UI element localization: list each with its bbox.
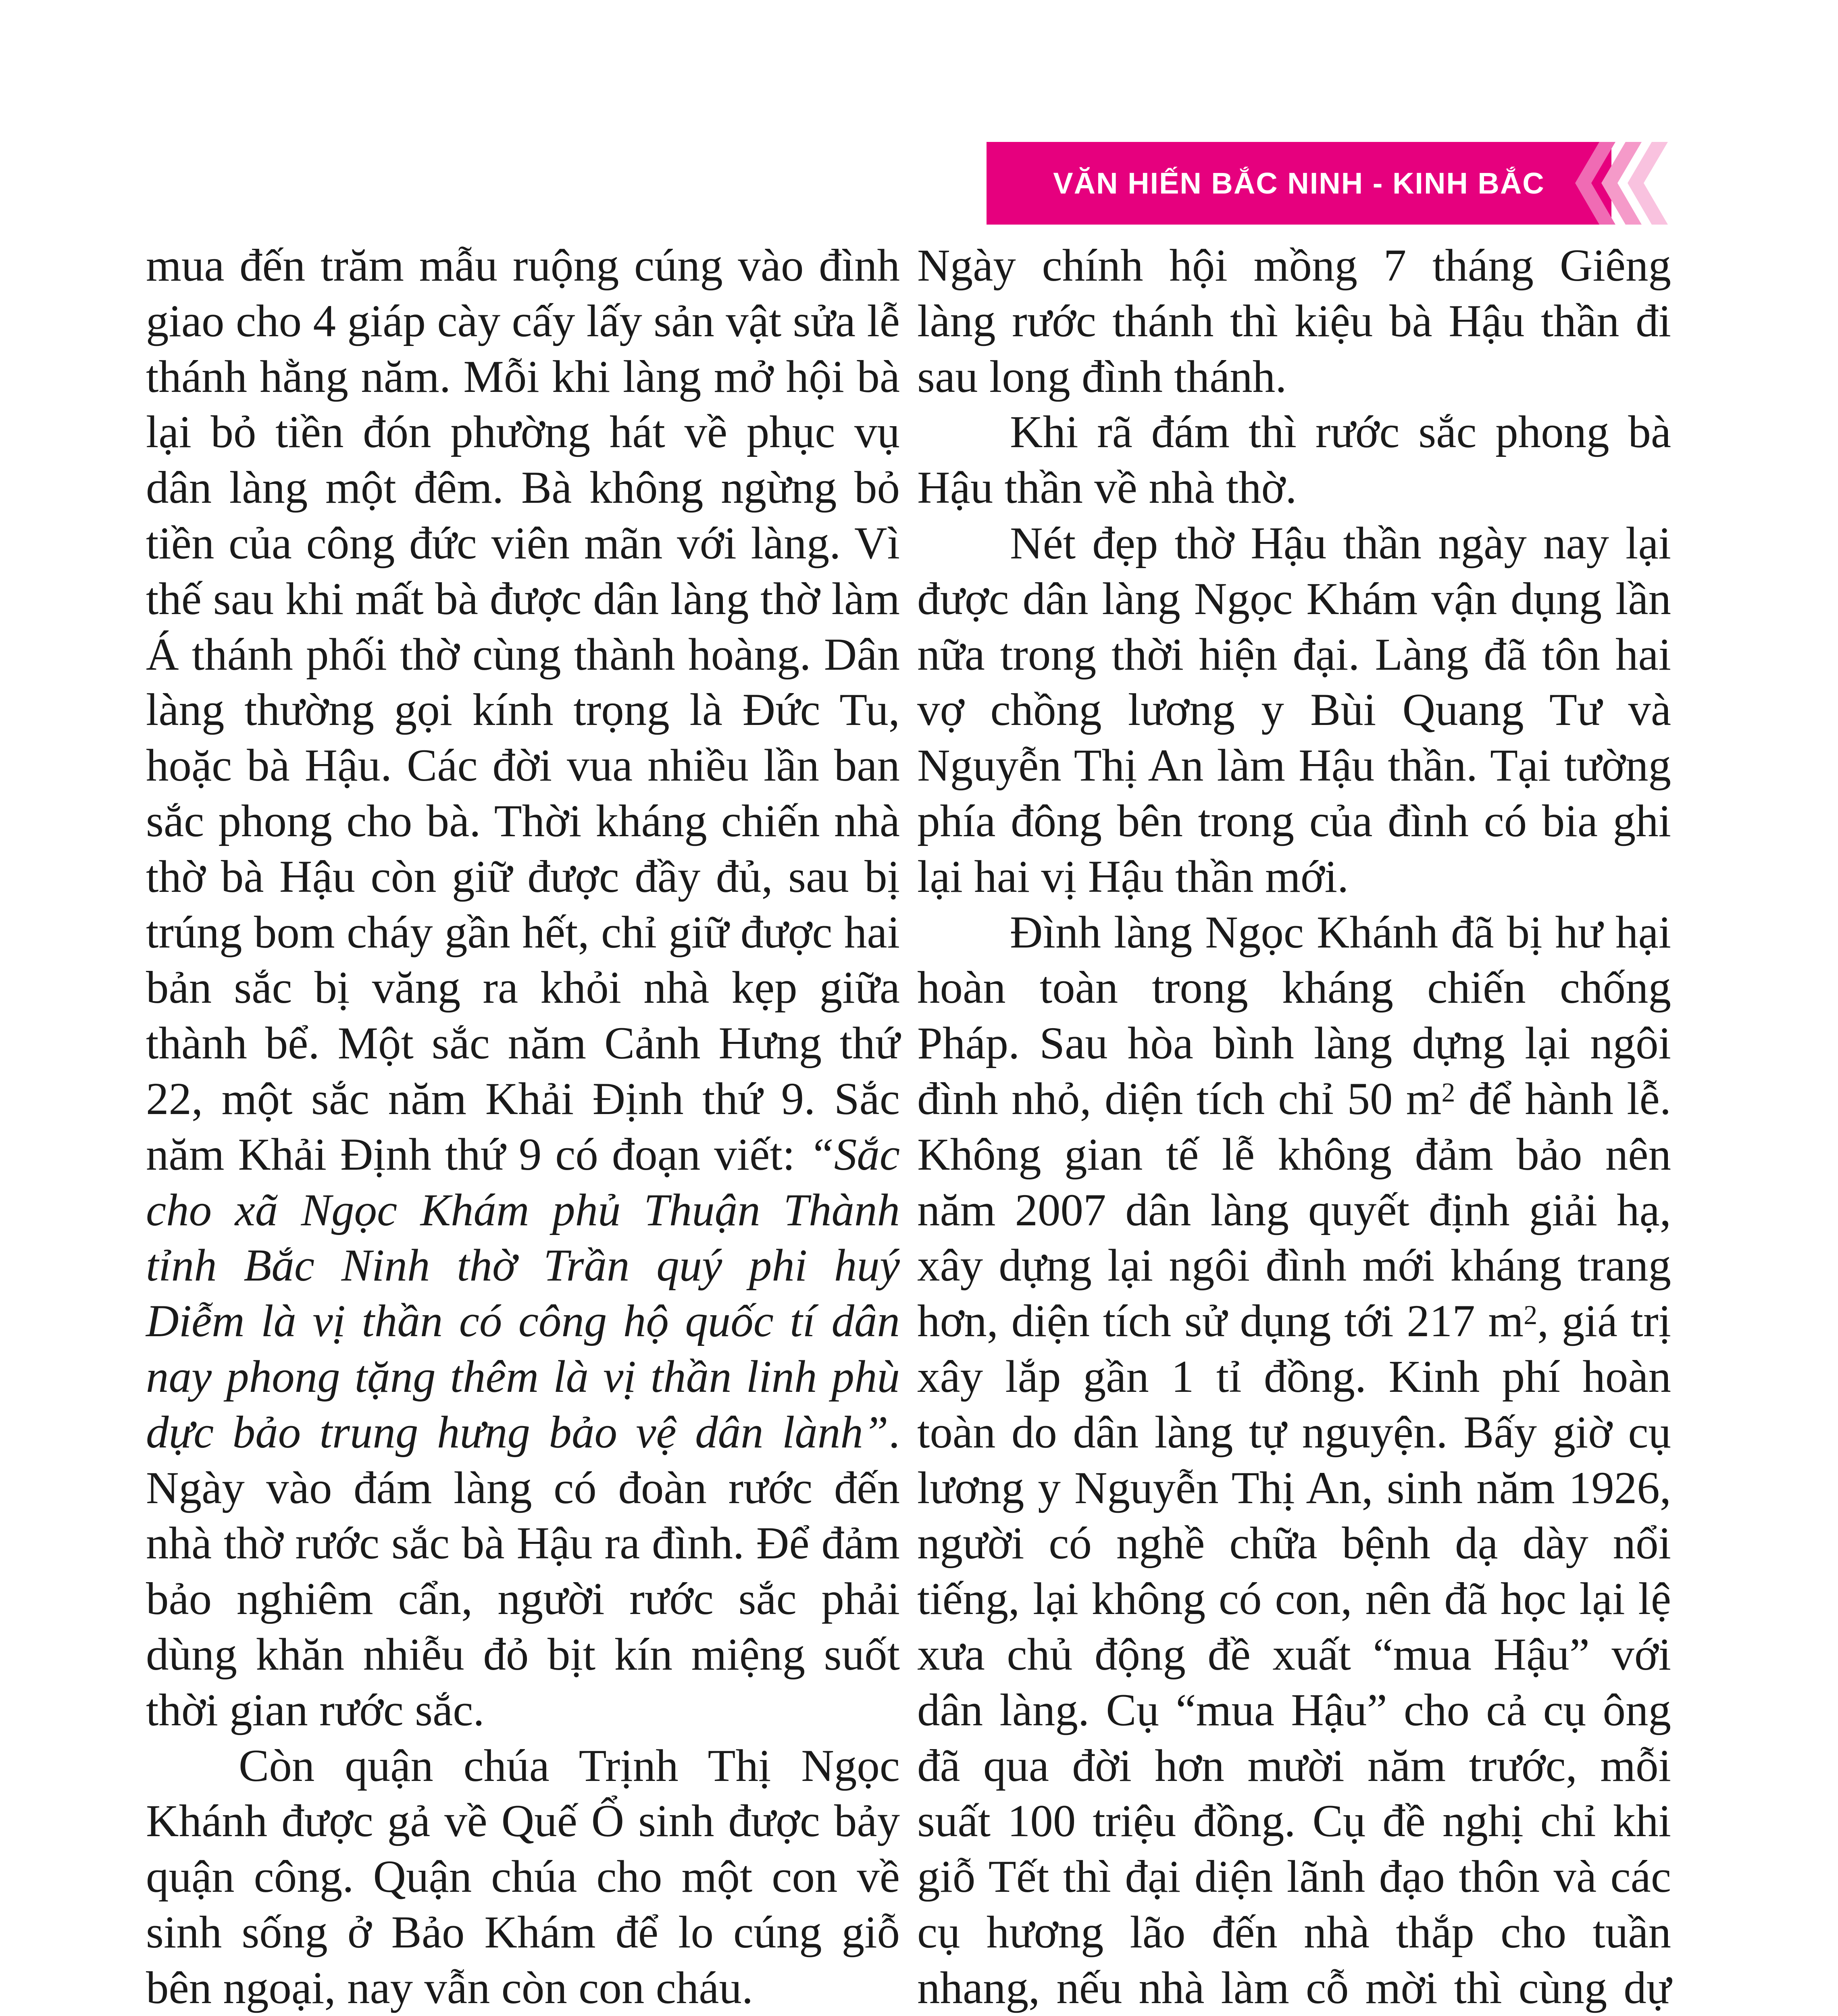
paragraph: mua đến trăm mẫu ruộng cúng vào đình giao cho 4 giáp cày cấy lấy sản vật sửa lễ thánh hằng năm. Mỗi khi làng mở hội bà lại bỏ tiền đón phường hát về phục vụ dân làng một đêm. Bà không ngừng bỏ tiền của công đức viên mãn với làng. Vì thế sau khi mất bà được dân làng thờ làm Á thánh phối thờ cùng thành hoàng. Dân làng thường gọi kính trọng là Đức Tu, hoặc bà Hậu. Các đời vua nhiều lần ban sắc phong cho bà. Thời kháng chiến nhà thờ bà Hậu còn giữ được đầy đủ, sau bị trúng bom cháy gần hết, chỉ giữ được hai bản sắc bị văng ra khỏi nhà kẹp giữa thành bể. Một sắc năm Cảnh Hưng thứ 22, một sắc năm Khải Định thứ 9. Sắc năm Khải Định thứ 9 có đoạn viết: “Sắc cho xã Ngọc Khám phủ Thuận Thành tỉnh Bắc Ninh thờ Trần quý phi huý Diễm là vị thần có công hộ quốc tí dân nay phong tặng thêm là vị thần linh phù dực bảo trung hưng bảo vệ dân lành”. Ngày vào đám làng có đoàn rước đến nhà thờ rước sắc bà Hậu ra đình. Để đảm bảo nghiêm cẩn, người rước sắc phải dùng khăn nhiễu đỏ bịt kín miệng suốt thời gian rước sắc. — [146, 240, 900, 1735]
section-title: VĂN HIẾN BẮC NINH - KINH BẮC — [1053, 167, 1545, 200]
quote-royal-decree: “Sắc cho xã Ngọc Khám phủ Thuận Thành tỉnh Bắc Ninh thờ Trần quý phi huý Diễm là vị thần có công hộ quốc tí dân nay phong tặng thêm là vị thần linh phù dực bảo trung hưng bảo vệ dân lành” — [146, 1129, 900, 1458]
paragraph: Nét đẹp thờ Hậu thần ngày nay lại được dân làng Ngọc Khám vận dụng lần nữa trong thời hiện đại. Làng đã tôn hai vợ chồng lương y Bùi Quang Tư và Nguyễn Thị An làm Hậu thần. Tại tường phía đông bên trong của đình có bia ghi lại hai vị Hậu thần mới. — [917, 518, 1671, 902]
paragraph: Đình làng Ngọc Khánh đã bị hư hại hoàn toàn trong kháng chiến chống Pháp. Sau hòa bình làng dựng lại ngôi đình nhỏ, diện tích chỉ 50 $m^2$ để hành lễ. Không gian tế lễ không đảm bảo nên năm 2007 dân làng quyết định giải hạ, xây dựng lại ngôi đình mới kháng trang hơn, diện tích sử dụng tới 217 $m^2$, giá trị xây lắp gần 1 tỉ đồng. Kinh phí hoàn toàn do dân làng tự nguyện. Bấy giờ cụ lương y Nguyễn Thị An, sinh năm 1926, người có nghề chữa bệnh dạ dày nổi tiếng, lại không có con, nên đã học lại lệ xưa chủ động đề xuất “mua Hậu” với dân làng. Cụ “mua Hậu” cho cả cụ ông đã qua đời hơn mười năm trước, mỗi suất 100 triệu đồng. Cụ đề nghị chỉ khi giỗ Tết thì đại diện lãnh đạo thôn và các cụ hương lão đến nhà thắp cho tuần nhang, nếu nhà làm cỗ mời thì cùng dự — [917, 907, 1671, 2013]
paragraph: Ngày chính hội mồng 7 tháng Giêng làng rước thánh thì kiệu bà Hậu thần đi sau long đình thánh. — [917, 240, 1671, 402]
paragraph: Khi rã đám thì rước sắc phong bà Hậu thần về nhà thờ. — [917, 407, 1671, 513]
article-column-right — [917, 238, 1671, 2016]
section-banner — [987, 142, 1611, 225]
paragraph: Còn quận chúa Trịnh Thị Ngọc Khánh được gả về Quế Ổ sinh được bảy quận công. Quận chúa cho một con về sinh sống ở Bảo Khám để lo cúng giỗ bên ngoại, nay vẫn còn con cháu. — [146, 1740, 900, 2013]
article-column-left — [146, 238, 900, 2016]
chevron-decoration-icon — [1571, 142, 1668, 225]
